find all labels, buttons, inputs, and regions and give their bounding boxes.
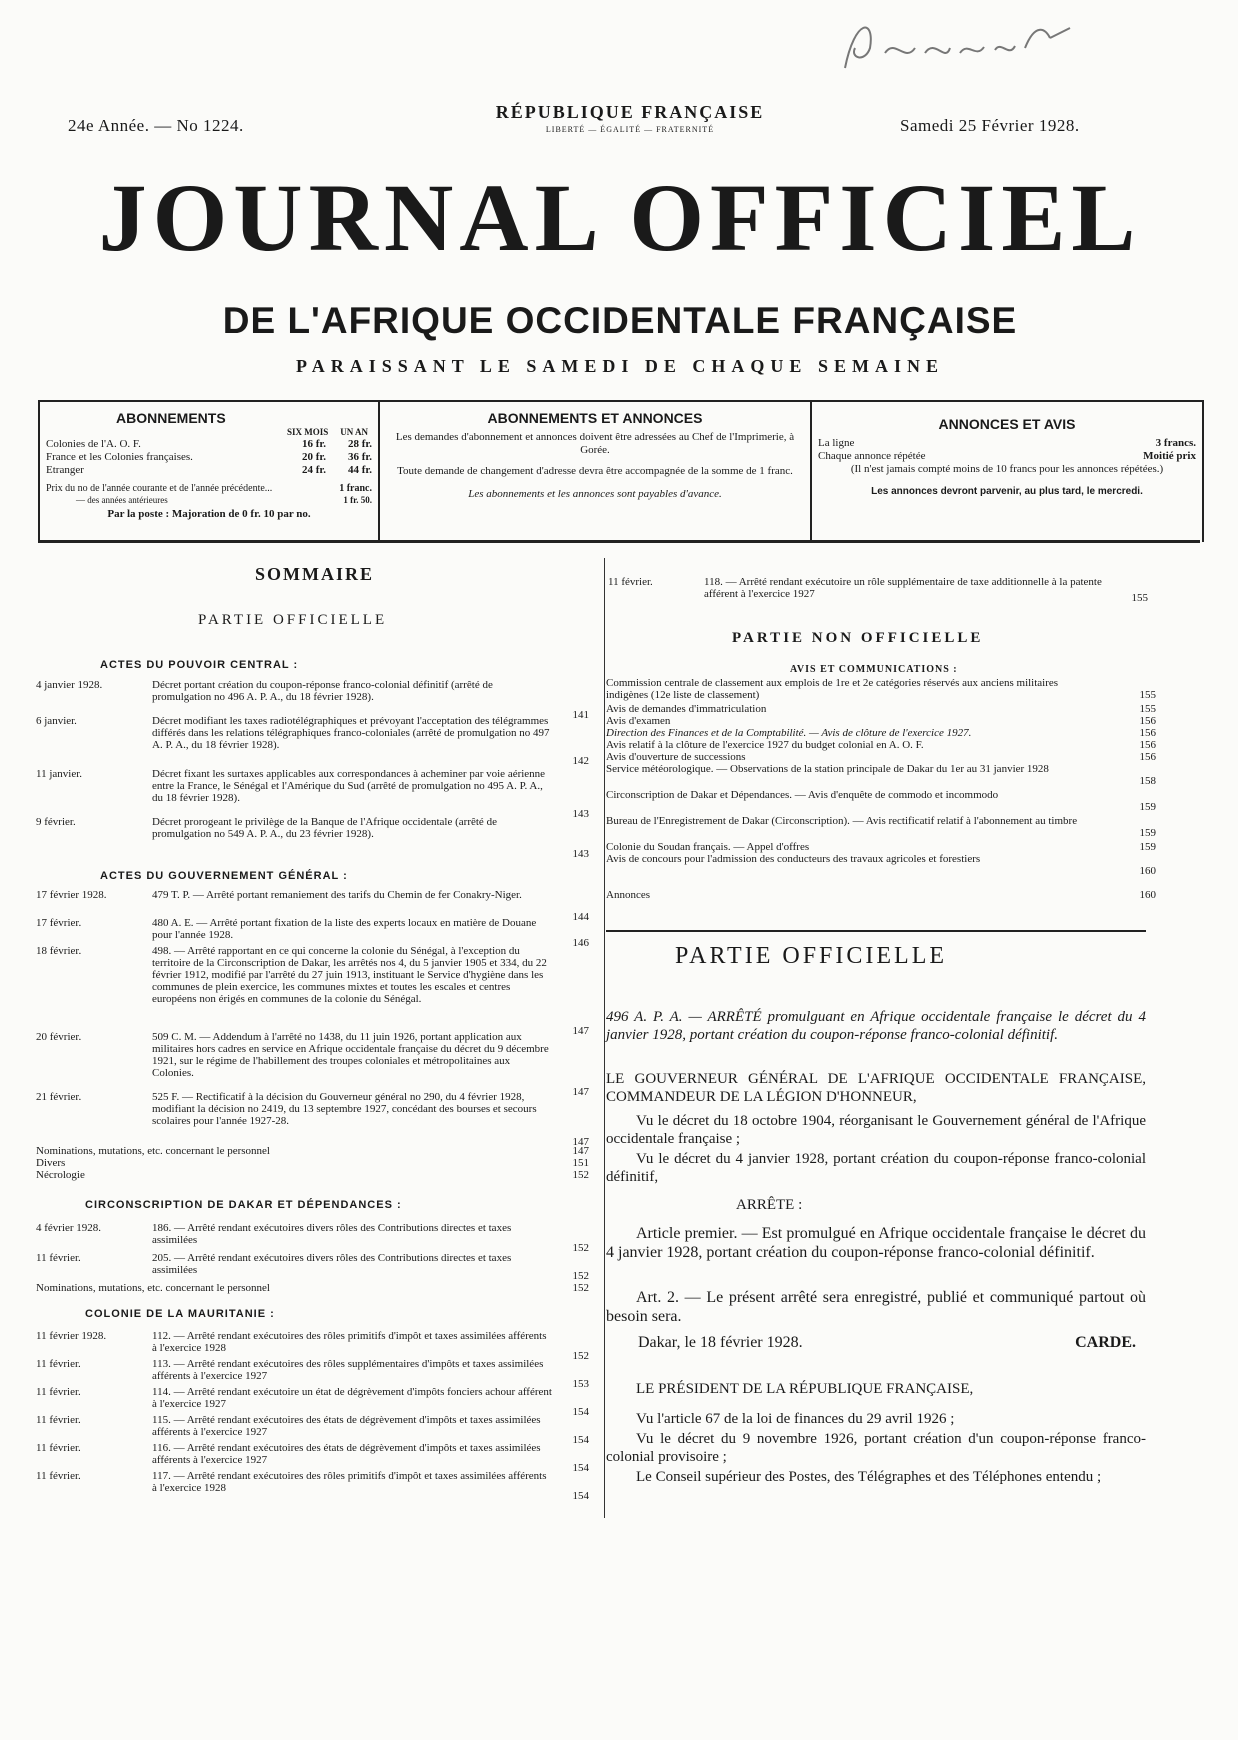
section-rule xyxy=(606,930,1146,932)
toc-date: 17 février. xyxy=(36,917,82,929)
toc-page: 147 xyxy=(572,1136,589,1148)
annonces-avis-column xyxy=(812,402,1202,542)
avis-entry xyxy=(606,739,1156,751)
decree-heading: 496 A. P. A. — ARRÊTÉ promulguant en Afrique occidentale française le décret du 4 janvier 1928, portant création du coupon-réponse franco-colonial définitif. xyxy=(606,1009,1146,1043)
toc-text: 118. — Arrêté rendant exécutoire un rôle supplémentaire de taxe additionnelle à la patente afférent à l'exercice 1927 xyxy=(704,576,1102,600)
journal-title: JOURNAL OFFICIEL xyxy=(98,164,1142,271)
sommaire-title: SOMMAIRE xyxy=(255,564,374,584)
toc-misc-entry xyxy=(36,1157,596,1169)
toc-page: 143 xyxy=(572,848,589,860)
toc-page: 142 xyxy=(572,755,589,767)
toc-page: 152 xyxy=(572,1282,589,1294)
toc-page: 144 xyxy=(572,911,589,923)
avis-communications-heading: AVIS ET COMMUNICATIONS : xyxy=(790,664,958,675)
toc-date: 17 février 1928. xyxy=(36,889,107,901)
toc-text: Nominations, mutations, etc. concernant le personnel xyxy=(36,1145,270,1157)
toc-text: 186. — Arrêté rendant exécutoires divers rôles des Contributions directes et taxes assimilées xyxy=(152,1222,512,1246)
row-label: Etranger xyxy=(46,463,84,476)
row-label: Colonies de l'A. O. F. xyxy=(46,437,141,450)
toc-text: Nominations, mutations, etc. concernant le personnel xyxy=(36,1282,270,1294)
article-1: Article premier. — Est promulgué en Afrique occidentale française le décret du 4 janvier 1928, portant création du coupon-réponse franco-colonial définitif. xyxy=(606,1225,1146,1261)
toc-page: 154 xyxy=(572,1462,589,1474)
annonces-note: (Il n'est jamais compté moins de 10 francs pour les annonces répétées.) xyxy=(850,463,1164,476)
partie-officielle-toc-heading: PARTIE OFFICIELLE xyxy=(198,612,388,628)
toc-page: 152 xyxy=(572,1350,589,1362)
ligne-label: La ligne xyxy=(818,436,855,449)
toc-text: Service météorologique. — Observations de la station principale de Dakar du 1er au 31 janvier 1928 xyxy=(606,763,1049,775)
toc-page: 160 xyxy=(1139,889,1156,901)
partie-officielle-title: PARTIE OFFICIELLE xyxy=(675,943,948,969)
price-an: 36 fr. xyxy=(347,450,372,463)
toc-text: 116. — Arrêté rendant exécutoires des états de dégrèvement d'impôts et taxes assimilées afférents à l'exercice 1927 xyxy=(152,1442,541,1466)
abonnement-row xyxy=(46,438,372,451)
toc-date: 20 février. xyxy=(36,1031,82,1043)
toc-page: 147 xyxy=(572,1145,589,1157)
toc-misc-entry xyxy=(36,1282,596,1294)
toc-text: Annonces xyxy=(606,889,650,901)
row-label: France et les Colonies françaises. xyxy=(46,450,193,463)
toc-page: 141 xyxy=(572,709,589,721)
toc-page: 158 xyxy=(1139,775,1156,787)
partie-non-officielle-heading: PARTIE NON OFFICIELLE xyxy=(732,630,984,646)
toc-text: 480 A. E. — Arrêté portant fixation de la liste des experts locaux en matière de Douane pour l'année 1928. xyxy=(152,917,537,941)
handwritten-note-text: Personnel xyxy=(875,75,915,86)
toc-text: 114. — Arrêté rendant exécutoire un état de dégrèvement d'impôts fonciers achour afférent à l'exercice 1927 xyxy=(152,1386,552,1410)
handwritten-annotation xyxy=(835,8,1085,88)
signature-line xyxy=(606,1334,1146,1352)
toc-text: Nécrologie xyxy=(36,1169,85,1181)
toc-text: 115. — Arrêté rendant exécutoires des états de dégrèvement d'impôts et taxes assimilées afférents à l'exercice 1927 xyxy=(152,1414,541,1438)
toc-page: 156 xyxy=(1139,751,1156,763)
toc-text: 479 T. P. — Arrêté portant remaniement des tarifs du Chemin de fer Conakry-Niger. xyxy=(152,889,522,901)
toc-text: Bureau de l'Enregistrement de Dakar (Circonscription). — Avis rectificatif relatif à l'abonnement au timbre xyxy=(606,815,1078,827)
prix-row xyxy=(46,483,372,495)
anterieures-label: — des années antérieures xyxy=(76,495,168,506)
toc-page: 152 xyxy=(572,1270,589,1282)
toc-page: 154 xyxy=(572,1490,589,1502)
price-six: 24 fr. xyxy=(301,463,326,476)
president-line: LE PRÉSIDENT DE LA RÉPUBLIQUE FRANÇAISE, xyxy=(636,1381,974,1397)
avis-entry xyxy=(606,789,1156,813)
toc-text: Circonscription de Dakar et Dépendances. — Avis d'enquête de commodo et incommodo xyxy=(606,789,999,801)
avis-entry xyxy=(606,715,1156,727)
anterieures-row xyxy=(46,495,372,506)
ligne-value: 3 francs. xyxy=(1155,436,1196,449)
dakar-heading: CIRCONSCRIPTION DE DAKAR ET DÉPENDANCES : xyxy=(85,1199,402,1211)
toc-page: 155 xyxy=(1139,703,1156,715)
mauritanie-heading: COLONIE DE LA MAURITANIE : xyxy=(85,1308,275,1320)
toc-page: 154 xyxy=(572,1434,589,1446)
toc-date: 11 février. xyxy=(36,1252,81,1264)
col-six-mois: SIX MOIS xyxy=(286,426,329,437)
abonnements-annonces-column xyxy=(380,402,812,542)
vu-1: Vu le décret du 18 octobre 1904, réorganisant le Gouvernement général de l'Afrique occidentale française ; xyxy=(606,1113,1146,1147)
poste-note: Par la poste : Majoration de 0 fr. 10 par no. xyxy=(107,507,311,520)
avis-entry xyxy=(606,889,1156,901)
avis-entry xyxy=(606,853,1156,877)
abonnement-row xyxy=(46,451,372,464)
annonces-avis-heading: ANNONCES ET AVIS xyxy=(938,416,1076,432)
toc-text: 205. — Arrêté rendant exécutoires divers rôles des Contributions directes et taxes assimilées xyxy=(152,1252,512,1276)
abonnements-heading: ABONNEMENTS xyxy=(116,410,226,426)
toc-page: 154 xyxy=(572,1406,589,1418)
toc-date: 4 janvier 1928. xyxy=(36,679,103,691)
col-un-an: UN AN xyxy=(340,426,368,437)
arrete-heading: ARRÊTE : xyxy=(736,1197,803,1213)
pouvoir-central-heading: ACTES DU POUVOIR CENTRAL : xyxy=(100,659,299,671)
avis-entry xyxy=(606,815,1156,839)
toc-page: 156 xyxy=(1139,715,1156,727)
toc-date: 11 février. xyxy=(36,1386,81,1398)
toc-text: Avis relatif à la clôture de l'exercice 1927 du budget colonial en A. O. F. xyxy=(606,739,924,751)
repetee-value: Moitié prix xyxy=(1143,449,1196,462)
toc-text: 498. — Arrêté rapportant en ce qui concerne la colonie du Sénégal, à l'exception du territoire de la Circonscription de Dakar, les arrêtés nos 4, du 5 janvier 1905 et 334, du 22 février 1912, modifié par l'arrêté du 27 juin 1913, instituant le Service d'hygiène dans les communes de plein exercice, les communes mixtes et toutes les escales et centres européens non érigés en communes de la colonie du Sénégal. xyxy=(152,945,547,1005)
price-an: 44 fr. xyxy=(347,463,372,476)
toc-page: 156 xyxy=(1139,727,1156,739)
issue-date: Samedi 25 Février 1928. xyxy=(900,116,1080,135)
price-six: 20 fr. xyxy=(301,450,326,463)
toc-text: Décret prorogeant le privilège de la Banque de l'Afrique occidentale (arrêté de promulgation no 549 A. P. A., du 23 février 1928). xyxy=(152,816,497,840)
avis-entry xyxy=(606,703,1156,715)
repetee-label: Chaque annonce répétée xyxy=(818,449,926,462)
column-divider xyxy=(604,558,605,1518)
ligne-row xyxy=(818,437,1196,450)
toc-page: 153 xyxy=(572,1378,589,1390)
abonnements-columns xyxy=(46,427,372,438)
republic-name: RÉPUBLIQUE FRANÇAISE xyxy=(495,102,765,122)
toc-text: Avis de demandes d'immatriculation xyxy=(606,703,767,715)
toc-text: Divers xyxy=(36,1157,66,1169)
abonnement-row xyxy=(46,464,372,477)
prix-label: Prix du no de l'année courante et de l'année précédente... xyxy=(46,483,273,495)
vu-2: Vu le décret du 4 janvier 1928, portant création du coupon-réponse franco-colonial définitif, xyxy=(606,1151,1146,1185)
abonnements-annonces-heading: ABONNEMENTS ET ANNONCES xyxy=(487,410,703,426)
abonnements-annonces-text2: Toute demande de changement d'adresse devra être accompagnée de la somme de 1 franc. xyxy=(397,465,793,478)
toc-date: 21 février. xyxy=(36,1091,82,1103)
toc-text: Avis d'examen xyxy=(606,715,671,727)
toc-text: Commission centrale de classement aux emplois de 1re et 2e catégories réservés aux anciens militaires indigènes (12e liste de classement) xyxy=(606,677,1059,701)
toc-page: 151 xyxy=(572,1157,589,1169)
lieu-date: Dakar, le 18 février 1928. xyxy=(638,1334,803,1351)
abonnements-column xyxy=(40,402,380,542)
gouverneur-line: LE GOUVERNEUR GÉNÉRAL DE L'AFRIQUE OCCIDENTALE FRANÇAISE, COMMANDEUR DE LA LÉGION D'HONNEUR, xyxy=(606,1071,1146,1105)
vu-4: Vu le décret du 9 novembre 1926, portant création d'un coupon-réponse franco-colonial provisoire ; xyxy=(606,1431,1146,1465)
toc-text: Décret modifiant les taxes radiotélégraphiques et prévoyant l'acceptation des télégrammes différés dans les relations télégraphiques franco-coloniales (arrêté de promulgation no 497 A. P. A., du 18 février 1928). xyxy=(152,715,550,751)
journal-subtitle: DE L'AFRIQUE OCCIDENTALE FRANÇAISE xyxy=(222,300,1018,341)
publication-frequency: PARAISSANT LE SAMEDI DE CHAQUE SEMAINE xyxy=(296,356,944,376)
toc-text: 113. — Arrêté rendant exécutoires des rôles supplémentaires d'impôts et taxes assimilées afférents à l'exercice 1927 xyxy=(152,1358,544,1382)
toc-date: 18 février. xyxy=(36,945,82,957)
toc-page: 160 xyxy=(1139,865,1156,877)
toc-page: 152 xyxy=(572,1169,589,1181)
toc-misc-entry xyxy=(36,1169,596,1181)
toc-text: Décret portant création du coupon-réponse franco-colonial définitif (arrêté de promulgation no 496 A. P. A., du 18 février 1928). xyxy=(152,679,493,703)
repetee-row xyxy=(818,450,1196,463)
avis-entry xyxy=(606,763,1156,787)
vu-3: Vu l'article 67 de la loi de finances du 29 avril 1926 ; xyxy=(636,1411,955,1427)
toc-date: 11 février. xyxy=(36,1442,81,1454)
republic-motto: LIBERTÉ — ÉGALITÉ — FRATERNITÉ xyxy=(545,125,715,134)
toc-misc-entry xyxy=(36,1145,596,1157)
box-bottom-rule xyxy=(38,540,1200,543)
toc-page: 155 xyxy=(1131,592,1148,604)
toc-page: 152 xyxy=(572,1242,589,1254)
toc-text: 525 F. — Rectificatif à la décision du Gouverneur général no 290, du 4 février 1928, modifiant la décision no 2419, du 13 septembre 1927, concédant des bourses et secours scolaires pour l'année 1927-28. xyxy=(152,1091,537,1127)
toc-page: 143 xyxy=(572,808,589,820)
toc-text: Avis d'ouverture de successions xyxy=(606,751,746,763)
toc-page: 159 xyxy=(1139,801,1156,813)
toc-text: Avis de concours pour l'admission des conducteurs des travaux agricoles et forestiers xyxy=(606,853,981,865)
toc-date: 11 février. xyxy=(36,1470,81,1482)
subscription-box xyxy=(38,400,1204,542)
toc-date: 11 février. xyxy=(36,1358,81,1370)
signatory: CARDE. xyxy=(1075,1334,1136,1351)
avis-entry xyxy=(606,677,1156,701)
toc-page: 147 xyxy=(572,1086,589,1098)
toc-date: 11 février. xyxy=(36,1414,81,1426)
toc-page: 147 xyxy=(572,1025,589,1037)
toc-date: 9 février. xyxy=(36,816,76,828)
toc-page: 159 xyxy=(1139,841,1156,853)
annonces-delai: Les annonces devront parvenir, au plus tard, le mercredi. xyxy=(871,486,1143,498)
toc-text: Colonie du Soudan français. — Appel d'offres xyxy=(606,841,810,853)
abonnements-annonces-text1: Les demandes d'abonnement et annonces doivent être adressées au Chef de l'Imprimerie, à Gorée. xyxy=(395,430,795,456)
toc-page: 146 xyxy=(572,937,589,949)
toc-text: 509 C. M. — Addendum à l'arrêté no 1438, du 11 juin 1926, portant application aux militaires hors cadres en service en Afrique occidentale française du décret du 9 décembre 1921, sur le régime de l'habillement des troupes coloniales et métropolitaines aux Colonies. xyxy=(152,1031,549,1079)
price-an: 28 fr. xyxy=(347,437,372,450)
toc-text: Direction des Finances et de la Comptabilité. — Avis de clôture de l'exercice 1927. xyxy=(606,727,972,739)
price-six: 16 fr. xyxy=(301,437,326,450)
toc-date: 11 janvier. xyxy=(36,768,83,780)
avis-entry xyxy=(606,841,1156,853)
toc-page: 156 xyxy=(1139,739,1156,751)
toc-text: 117. — Arrêté rendant exécutoires des rôles primitifs d'impôt et taxes assimilées afférents à l'exercice 1928 xyxy=(152,1470,547,1494)
toc-date: 4 février 1928. xyxy=(36,1222,102,1234)
article-2: Art. 2. — Le présent arrêté sera enregistré, publié et communiqué partout où besoin sera. xyxy=(606,1289,1146,1325)
toc-page: 155 xyxy=(1139,689,1156,701)
avis-entry xyxy=(606,751,1156,763)
prix-value: 1 franc. xyxy=(339,483,372,495)
toc-date: 11 février 1928. xyxy=(36,1330,107,1342)
toc-date: 11 février. xyxy=(608,576,653,588)
anterieures-value: 1 fr. 50. xyxy=(343,495,372,506)
toc-text: Décret fixant les surtaxes applicables aux correspondances à acheminer par voie aérienne entre la France, le Sénégal et l'Amérique du Sud (arrêté de promulgation no 495 A. P. A., du 18 février 1928). xyxy=(152,768,546,804)
toc-page: 159 xyxy=(1139,827,1156,839)
abonnements-annonces-text3: Les abonnements et les annonces sont payables d'avance. xyxy=(468,488,722,501)
toc-text: 112. — Arrêté rendant exécutoires des rôles primitifs d'impôt et taxes assimilées afférents à l'exercice 1928 xyxy=(152,1330,547,1354)
vu-5: Le Conseil supérieur des Postes, des Télégraphes et des Téléphones entendu ; xyxy=(636,1469,1102,1485)
republic-header xyxy=(420,102,840,134)
issue-number: 24e Année. — No 1224. xyxy=(68,116,244,135)
toc-date: 6 janvier. xyxy=(36,715,77,727)
avis-entry xyxy=(606,727,1156,739)
gouvernement-general-heading: ACTES DU GOUVERNEMENT GÉNÉRAL : xyxy=(100,870,348,882)
